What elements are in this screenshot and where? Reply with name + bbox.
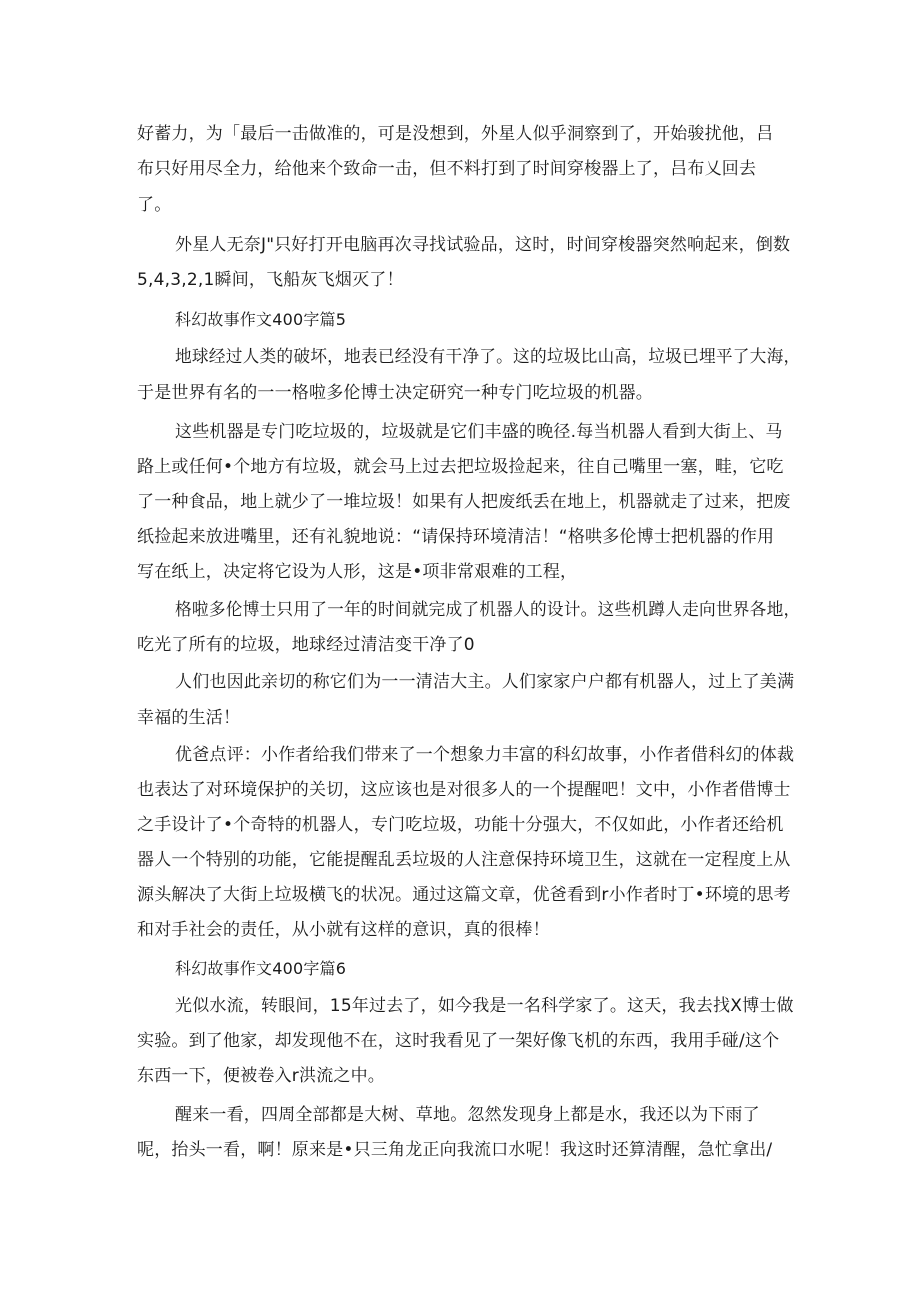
text-line: 了一种食品，地上就少了一堆垃圾！如果有人把废纸丢在地上，机器就走了过来，把废 bbox=[137, 492, 791, 512]
section-title: 科幻故事作文400字篇5 bbox=[175, 310, 347, 329]
text-line: 这些机器是专门吃垃圾的，垃圾就是它们丰盛的晚径.每当机器人看到大街上、马 bbox=[175, 422, 783, 442]
text-line: 纸捡起来放进嘴里，还有礼貌地说：“请保持环境清洁！“格哄多伦博士把机器的作用 bbox=[137, 527, 775, 547]
text-line: 之手设计了•个奇特的机器人，专门吃垃圾，功能十分强大，不仅如此，小作者还给机 bbox=[137, 815, 784, 835]
section-title: 科幻故事作文400字篇6 bbox=[175, 959, 347, 978]
text-line: 呢，抬头一看，啊！原来是•只三角龙正向我流口水呢！我这时还算清醒，急忙拿出/ bbox=[137, 1140, 773, 1160]
text-line: 源头解决了大街上垃圾横飞的状况。通过这篇文章，优爸看到r小作者时丁•环境的思考 bbox=[137, 885, 791, 905]
text-line: 外星人无奈J"只好打开电脑再次寻找试验品，这时，时间穿梭器突然响起来，倒数 bbox=[175, 235, 791, 255]
text-line: 东西一下，便被卷入r洪流之中。 bbox=[137, 1066, 385, 1086]
text-line: 于是世界有名的一一格啦多伦博士决定研究一种专门吃垃圾的机器。 bbox=[137, 383, 653, 403]
text-line: 器人一个特别的功能，它能提醒乱丢垃圾的人注意保持环境卫生，这就在一定程度上从 bbox=[137, 850, 791, 870]
text-line: 写在纸上，决定将它设为人形，这是•项非常艰难的工程， bbox=[137, 562, 578, 582]
text-line: 5,4,3,2,1瞬间，飞船灰飞烟灭了！ bbox=[137, 270, 404, 290]
text-line: 好蓄力，为「最后一击做准的，可是没想到，外星人似乎洞察到了，开始骏扰他，吕 bbox=[137, 124, 774, 144]
text-line: 也表达了对环境保护的关切，这应该也是对很多人的一个提醒吧！文中，小作者借博士 bbox=[137, 780, 791, 800]
text-line: 路上或任何•个地方有垃圾，就会马上过去把垃圾捡起来，往自己嘴里一塞，畦，它吃 bbox=[137, 457, 784, 477]
text-line: 实验。到了他家，却发现他不在，这时我看见了一架好像飞机的东西，我用手碰/这个 bbox=[137, 1031, 780, 1051]
text-line: 人们也因此亲切的称它们为一一清洁大主。人们家家户户都有机器人，过上了美满 bbox=[175, 672, 795, 692]
text-line: 光似水流，转眼间，15年过去了，如今我是一名科学家了。这天，我去找X博士做 bbox=[175, 996, 794, 1016]
text-line: 布只好用尽全力，给他来个致命一击，但不料打到了时间穿梭器上了，吕布乂回去 bbox=[137, 159, 757, 179]
text-line: 幸福的生活！ bbox=[137, 708, 241, 728]
text-line: 地球经过人类的破坏，地表已经没有干净了。这的垃圾比山高，垃圾已埋平了大海， bbox=[175, 347, 801, 367]
text-line: 了。 bbox=[137, 195, 172, 215]
text-line: 吃光了所有的垃圾，地球经过清洁变干净了0 bbox=[137, 635, 475, 655]
text-line: 醒来一看，四周全部都是大树、草地。忽然发现身上都是水，我还以为下雨了 bbox=[175, 1105, 760, 1125]
text-line: 和对手社会的责任，从小就有这样的意识，真的很棒！ bbox=[137, 920, 550, 940]
text-line: 格啦多伦博士只用了一年的时间就完成了机器人的设计。这些机蹲人走向世界各地， bbox=[175, 600, 801, 620]
text-line: 优爸点评：小作者给我们带来了一个想象力丰富的科幻故事，小作者借科幻的体裁 bbox=[175, 745, 795, 765]
